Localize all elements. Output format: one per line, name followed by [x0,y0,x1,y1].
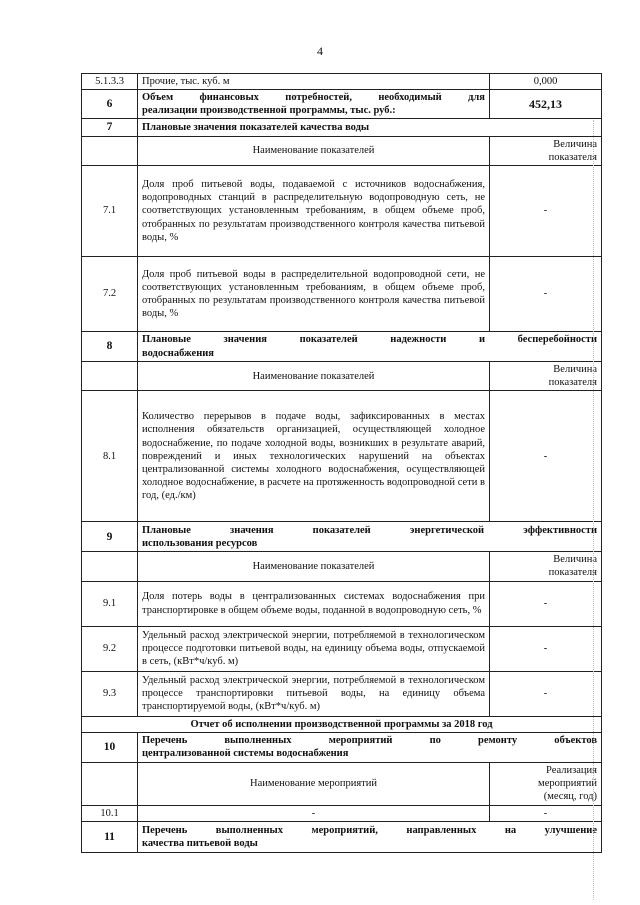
header-value-line-1: Величина [553,364,597,375]
row-number: 5.1.3.3 [82,74,138,90]
financial-needs-value: 452,13 [490,90,602,119]
section-title-line-1: Плановые значения показателей надежности и бесперебойности [142,334,597,346]
header-name: Наименование показателей [138,552,490,581]
section-title [138,332,602,362]
header-name: Наименование показателей [138,136,490,165]
empty-cell [82,136,138,165]
row-number: 9.1 [82,581,138,626]
section-title-line-2: использования ресурсов [142,537,258,549]
section-title-line-2: централизованной системы водоснабжения [142,748,349,760]
table-header-row [82,552,602,581]
row-text: - [138,805,490,821]
empty-cell [82,762,138,805]
header-name: Наименование мероприятий [138,762,490,805]
section-number: 8 [82,332,138,362]
row-value: - [490,391,602,522]
section-title [138,821,602,852]
section-9-row [82,522,602,552]
header-value [490,762,602,805]
report-title: Отчет об исполнении производственной программы за 2018 год [82,716,602,732]
row-value: - [490,166,602,257]
table-row [82,391,602,522]
scan-margin-line [593,120,594,900]
header-value-line-1: Реализация [546,764,597,776]
row-value: - [490,626,602,671]
section-11-row [82,821,602,852]
header-value [490,552,602,581]
row-text: Доля проб питьевой воды в распределительной водопроводной сети, не соответствующих установленным требованиям, в общем объеме проб, отобранных по результатам производственного контроля качества питьевой воды, % [138,257,490,332]
section-number: 10 [82,732,138,762]
table-row [82,581,602,626]
row-text: Доля потерь воды в централизованных системах водоснабжения при транспортировке в общем объеме воды, поданной в водопроводную сеть, % [138,581,490,626]
table-row [82,626,602,671]
row-text: Доля проб питьевой воды, подаваемой с источников водоснабжения, водопроводных станций в распределительную водопроводную сеть, не соответствующих установленным требованиям, в общем объеме проб, отобранных по результатам производственного контроля качества питьевой воды, % [138,166,490,257]
row-text: Количество перерывов в подаче воды, зафиксированных в местах исполнения обязательств организацией, осуществляющей холодное водоснабжение, по подаче холодной воды, возникших в результате аварий, повреждений и иных технологических нарушений на объектах централизованной системы холодного водоснабжения, осуществляющей холодное водоснабжение, в расчете на протяженность водопроводной сети в год, (ед./км) [138,391,490,522]
table-header-row [82,362,602,391]
section-title [138,90,490,119]
row-number: 7.2 [82,257,138,332]
table-header-row [82,136,602,165]
section-title-line-1: Перечень выполненных мероприятий по ремонту объектов [142,735,597,746]
row-number: 9.2 [82,626,138,671]
section-title-line-2: качества питьевой воды [142,837,258,849]
row-value: - [490,257,602,332]
empty-cell [82,552,138,581]
table-row [82,74,602,90]
section-10-row [82,732,602,762]
section-number: 7 [82,119,138,136]
row-text: Удельный расход электрической энергии, потребляемой в технологическом процессе подготовки питьевой воды, на единицу объема воды, отпускаемой в сеть, (кВт*ч/куб. м) [138,626,490,671]
section-title-line-1: Объем финансовых потребностей, необходимый для [142,92,485,104]
header-value-line-2: показателя [548,151,597,163]
header-value [490,362,602,391]
section-6-row [82,90,602,119]
section-title: Плановые значения показателей качества воды [138,119,602,136]
page-number: 4 [317,44,323,58]
row-value: - [490,805,602,821]
header-value-line-3: (месяц, год) [543,791,597,803]
row-value: - [490,671,602,716]
row-label: Прочие, тыс. куб. м [138,74,490,90]
section-number: 9 [82,522,138,552]
row-number: 7.1 [82,166,138,257]
header-value-line-1: Величина [553,554,597,566]
header-name: Наименование показателей [138,362,490,391]
section-number: 6 [82,90,138,119]
header-value [490,136,602,165]
section-title [138,522,602,552]
row-number: 10.1 [82,805,138,821]
table-header-row [82,762,602,805]
table-row [82,166,602,257]
section-title [138,732,602,762]
table-row [82,805,602,821]
section-title-line-1: Плановые значения показателей энергетической эффективности [142,524,597,536]
section-title-line-2: водоснабжения [142,347,214,359]
row-number: 8.1 [82,391,138,522]
section-title-line-1: Перечень выполненных мероприятий, направленных на улучшение [142,824,597,836]
row-number: 9.3 [82,671,138,716]
row-text: Удельный расход электрической энергии, потребляемой в технологическом процессе транспортировки питьевой воды, на единицу объема транспортируемой воды, (кВт*ч/куб. м) [138,671,490,716]
row-value: - [490,581,602,626]
header-value-line-2: показателя [548,377,597,389]
header-value-line-2: показателя [548,567,597,579]
program-table [81,73,602,853]
empty-cell [82,362,138,391]
table-row [82,257,602,332]
row-value: 0,000 [490,74,602,90]
header-value-line-1: Величина [553,138,597,150]
section-title-line-2: реализации производственной программы, тыс. руб.: [142,105,396,117]
report-title-row [82,716,602,732]
section-7-row [82,119,602,136]
header-value-line-2: мероприятий [538,778,597,790]
section-8-row [82,332,602,362]
table-row [82,671,602,716]
section-number: 11 [82,821,138,852]
